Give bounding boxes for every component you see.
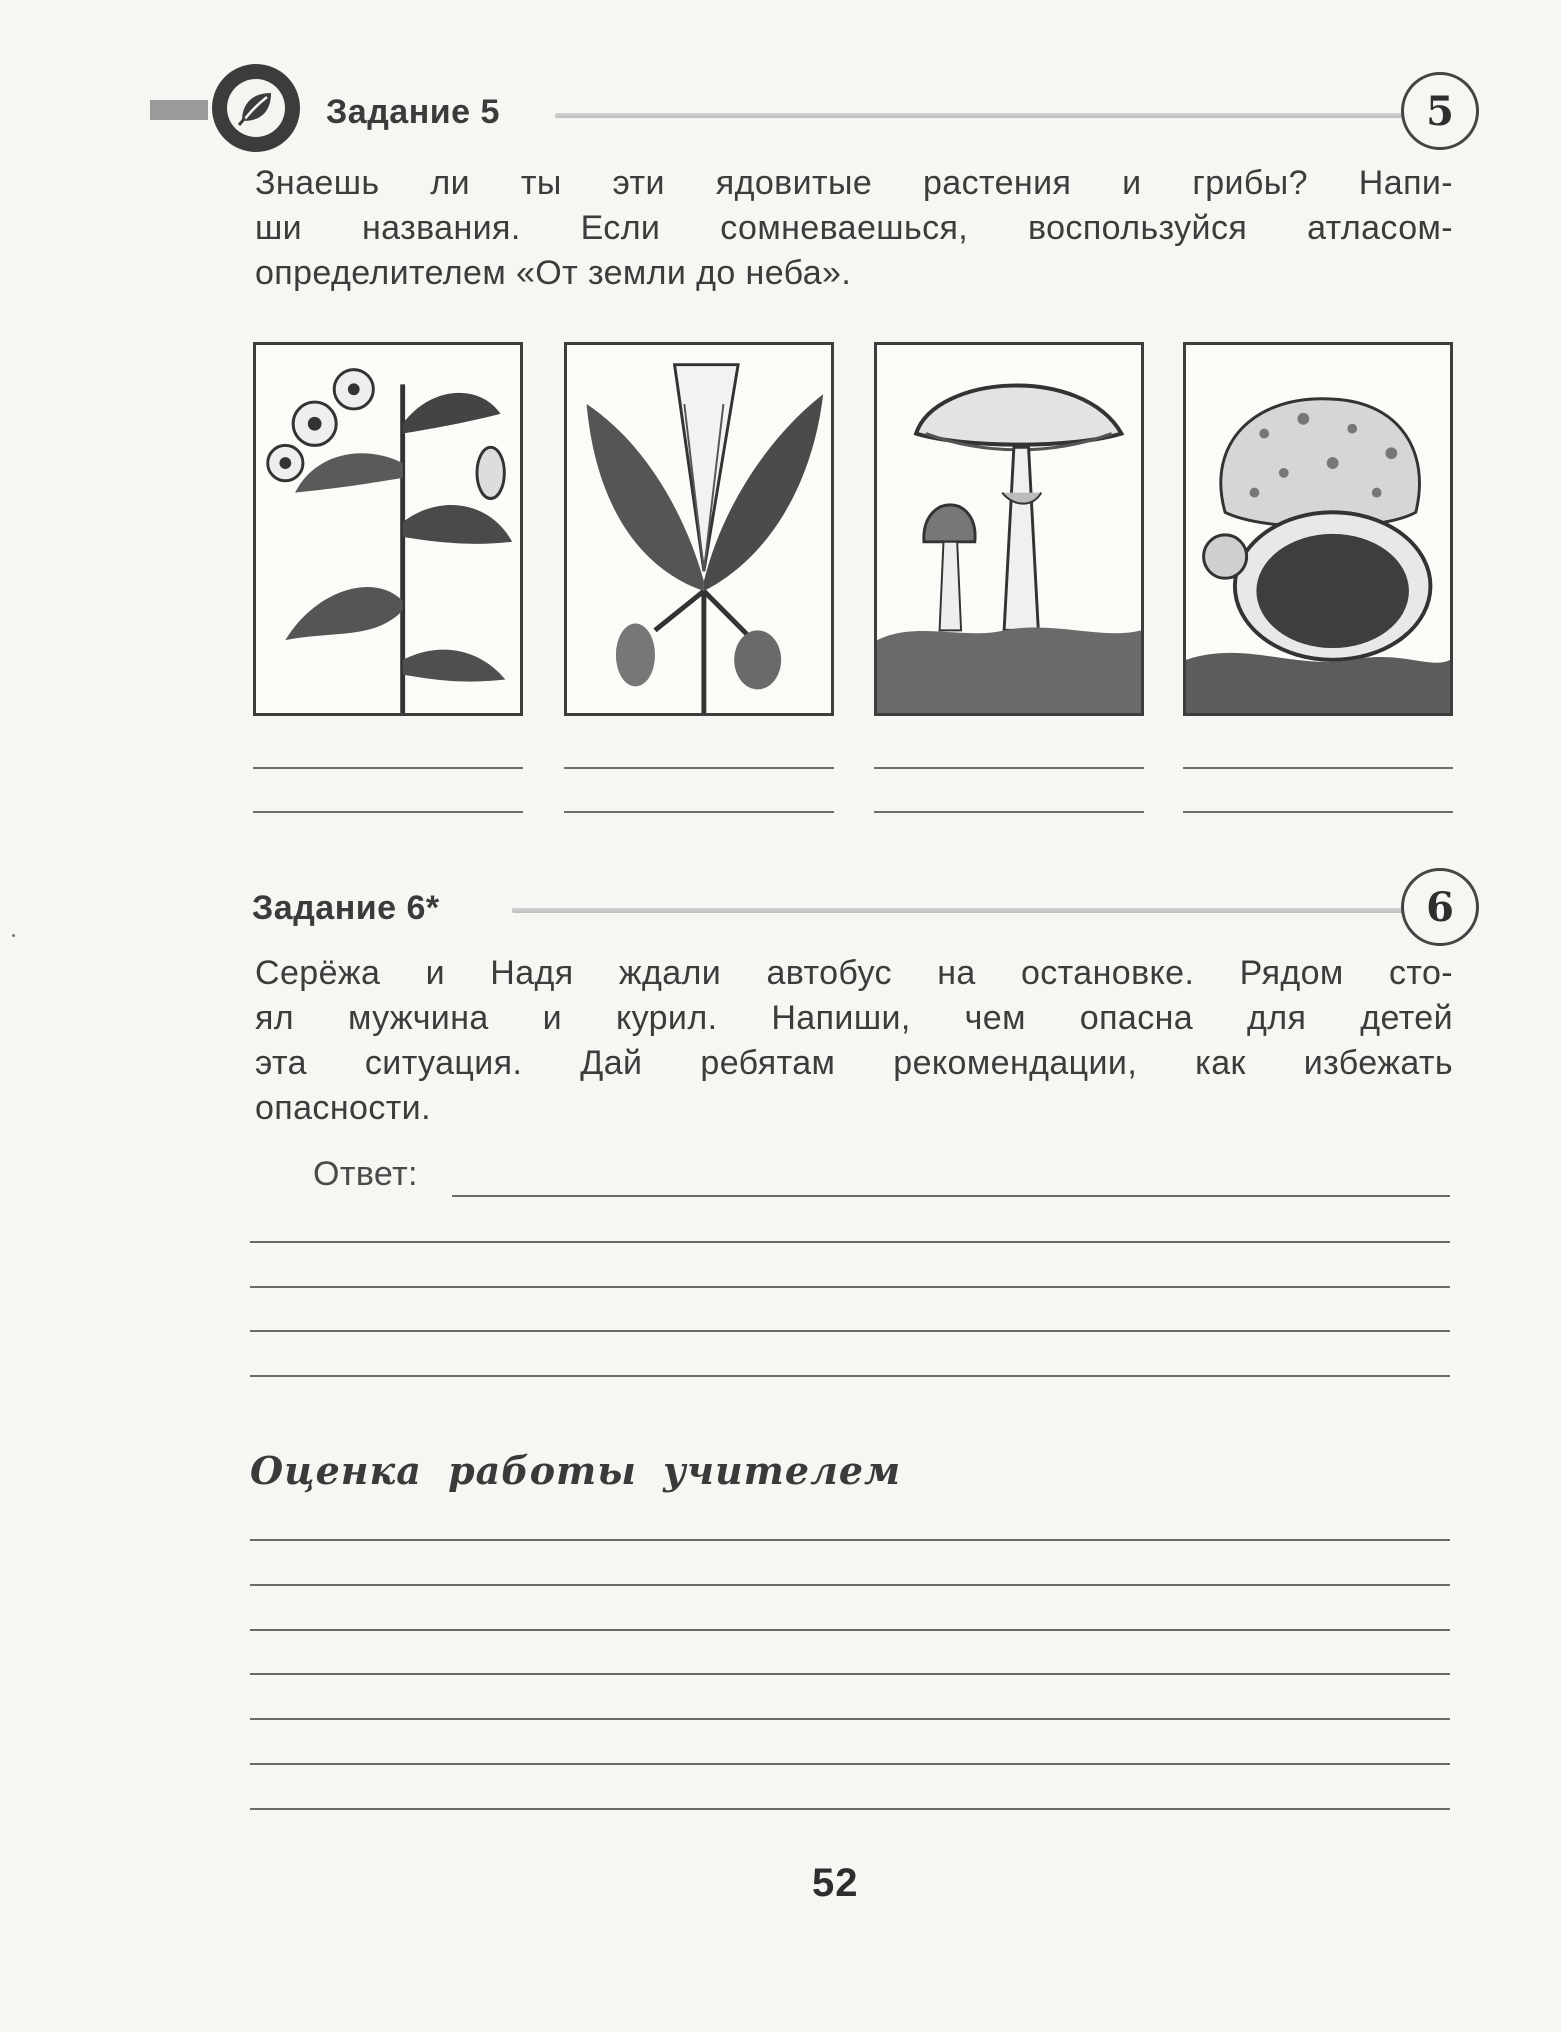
task5-text-line: Знаешь ли ты эти ядовитые растения и грибы? Напи- <box>255 164 1453 202</box>
picture-answer-line[interactable] <box>253 811 523 813</box>
evaluation-write-line[interactable] <box>250 1539 1450 1541</box>
answer-write-line[interactable] <box>452 1195 1450 1197</box>
evaluation-write-line[interactable] <box>250 1718 1450 1720</box>
picture-answer-line[interactable] <box>1183 811 1453 813</box>
task6-title: Задание 6* <box>252 889 440 927</box>
evaluation-write-line[interactable] <box>250 1763 1450 1765</box>
evaluation-title: Оценка работы учителем <box>250 1448 902 1493</box>
task6-instructions <box>255 951 1453 1131</box>
task6-text-line: Серёжа и Надя ждали автобус на остановке. Рядом сто- <box>255 954 1453 992</box>
picture-answer-line[interactable] <box>1183 767 1453 769</box>
picture-answer-line[interactable] <box>564 811 834 813</box>
task6-text-line: опасности. <box>255 1089 431 1127</box>
header-accent-bar <box>150 100 208 120</box>
task5-header-rule <box>555 113 1403 118</box>
picture-answer-line[interactable] <box>874 767 1144 769</box>
earthball-fungus-icon <box>1183 342 1453 716</box>
answer-write-line[interactable] <box>250 1375 1450 1377</box>
henbane-plant-icon <box>253 342 523 716</box>
evaluation-write-line[interactable] <box>250 1673 1450 1675</box>
evaluation-write-line[interactable] <box>250 1629 1450 1631</box>
evaluation-write-line[interactable] <box>250 1584 1450 1586</box>
answer-write-line[interactable] <box>250 1330 1450 1332</box>
answer-write-line[interactable] <box>250 1286 1450 1288</box>
picture-answer-line[interactable] <box>253 767 523 769</box>
answer-label: Ответ: <box>313 1155 418 1193</box>
page-number: 52 <box>812 1861 859 1905</box>
task5-instructions <box>255 161 1453 296</box>
picture-answer-line[interactable] <box>874 811 1144 813</box>
leaf-icon <box>212 64 300 152</box>
picture-answer-line[interactable] <box>564 767 834 769</box>
task5-text-line: определителем «От земли до неба». <box>255 254 852 292</box>
scan-speck <box>12 934 15 937</box>
task5-number-badge: 5 <box>1401 72 1479 150</box>
task5-text-line: ши названия. Если сомневаешься, воспользуйся атласом- <box>255 209 1453 247</box>
task6-number-badge: 6 <box>1401 868 1479 946</box>
task6-text-line: ял мужчина и курил. Напиши, чем опасна для детей <box>255 999 1453 1037</box>
task6-text-line: эта ситуация. Дай ребятам рекомендации, как избежать <box>255 1044 1453 1082</box>
death-cap-mushroom-icon <box>874 342 1144 716</box>
task5-title: Задание 5 <box>326 93 500 131</box>
task6-header-rule <box>512 908 1403 913</box>
evaluation-write-line[interactable] <box>250 1808 1450 1810</box>
answer-write-line[interactable] <box>250 1241 1450 1243</box>
datura-plant-icon <box>564 342 834 716</box>
